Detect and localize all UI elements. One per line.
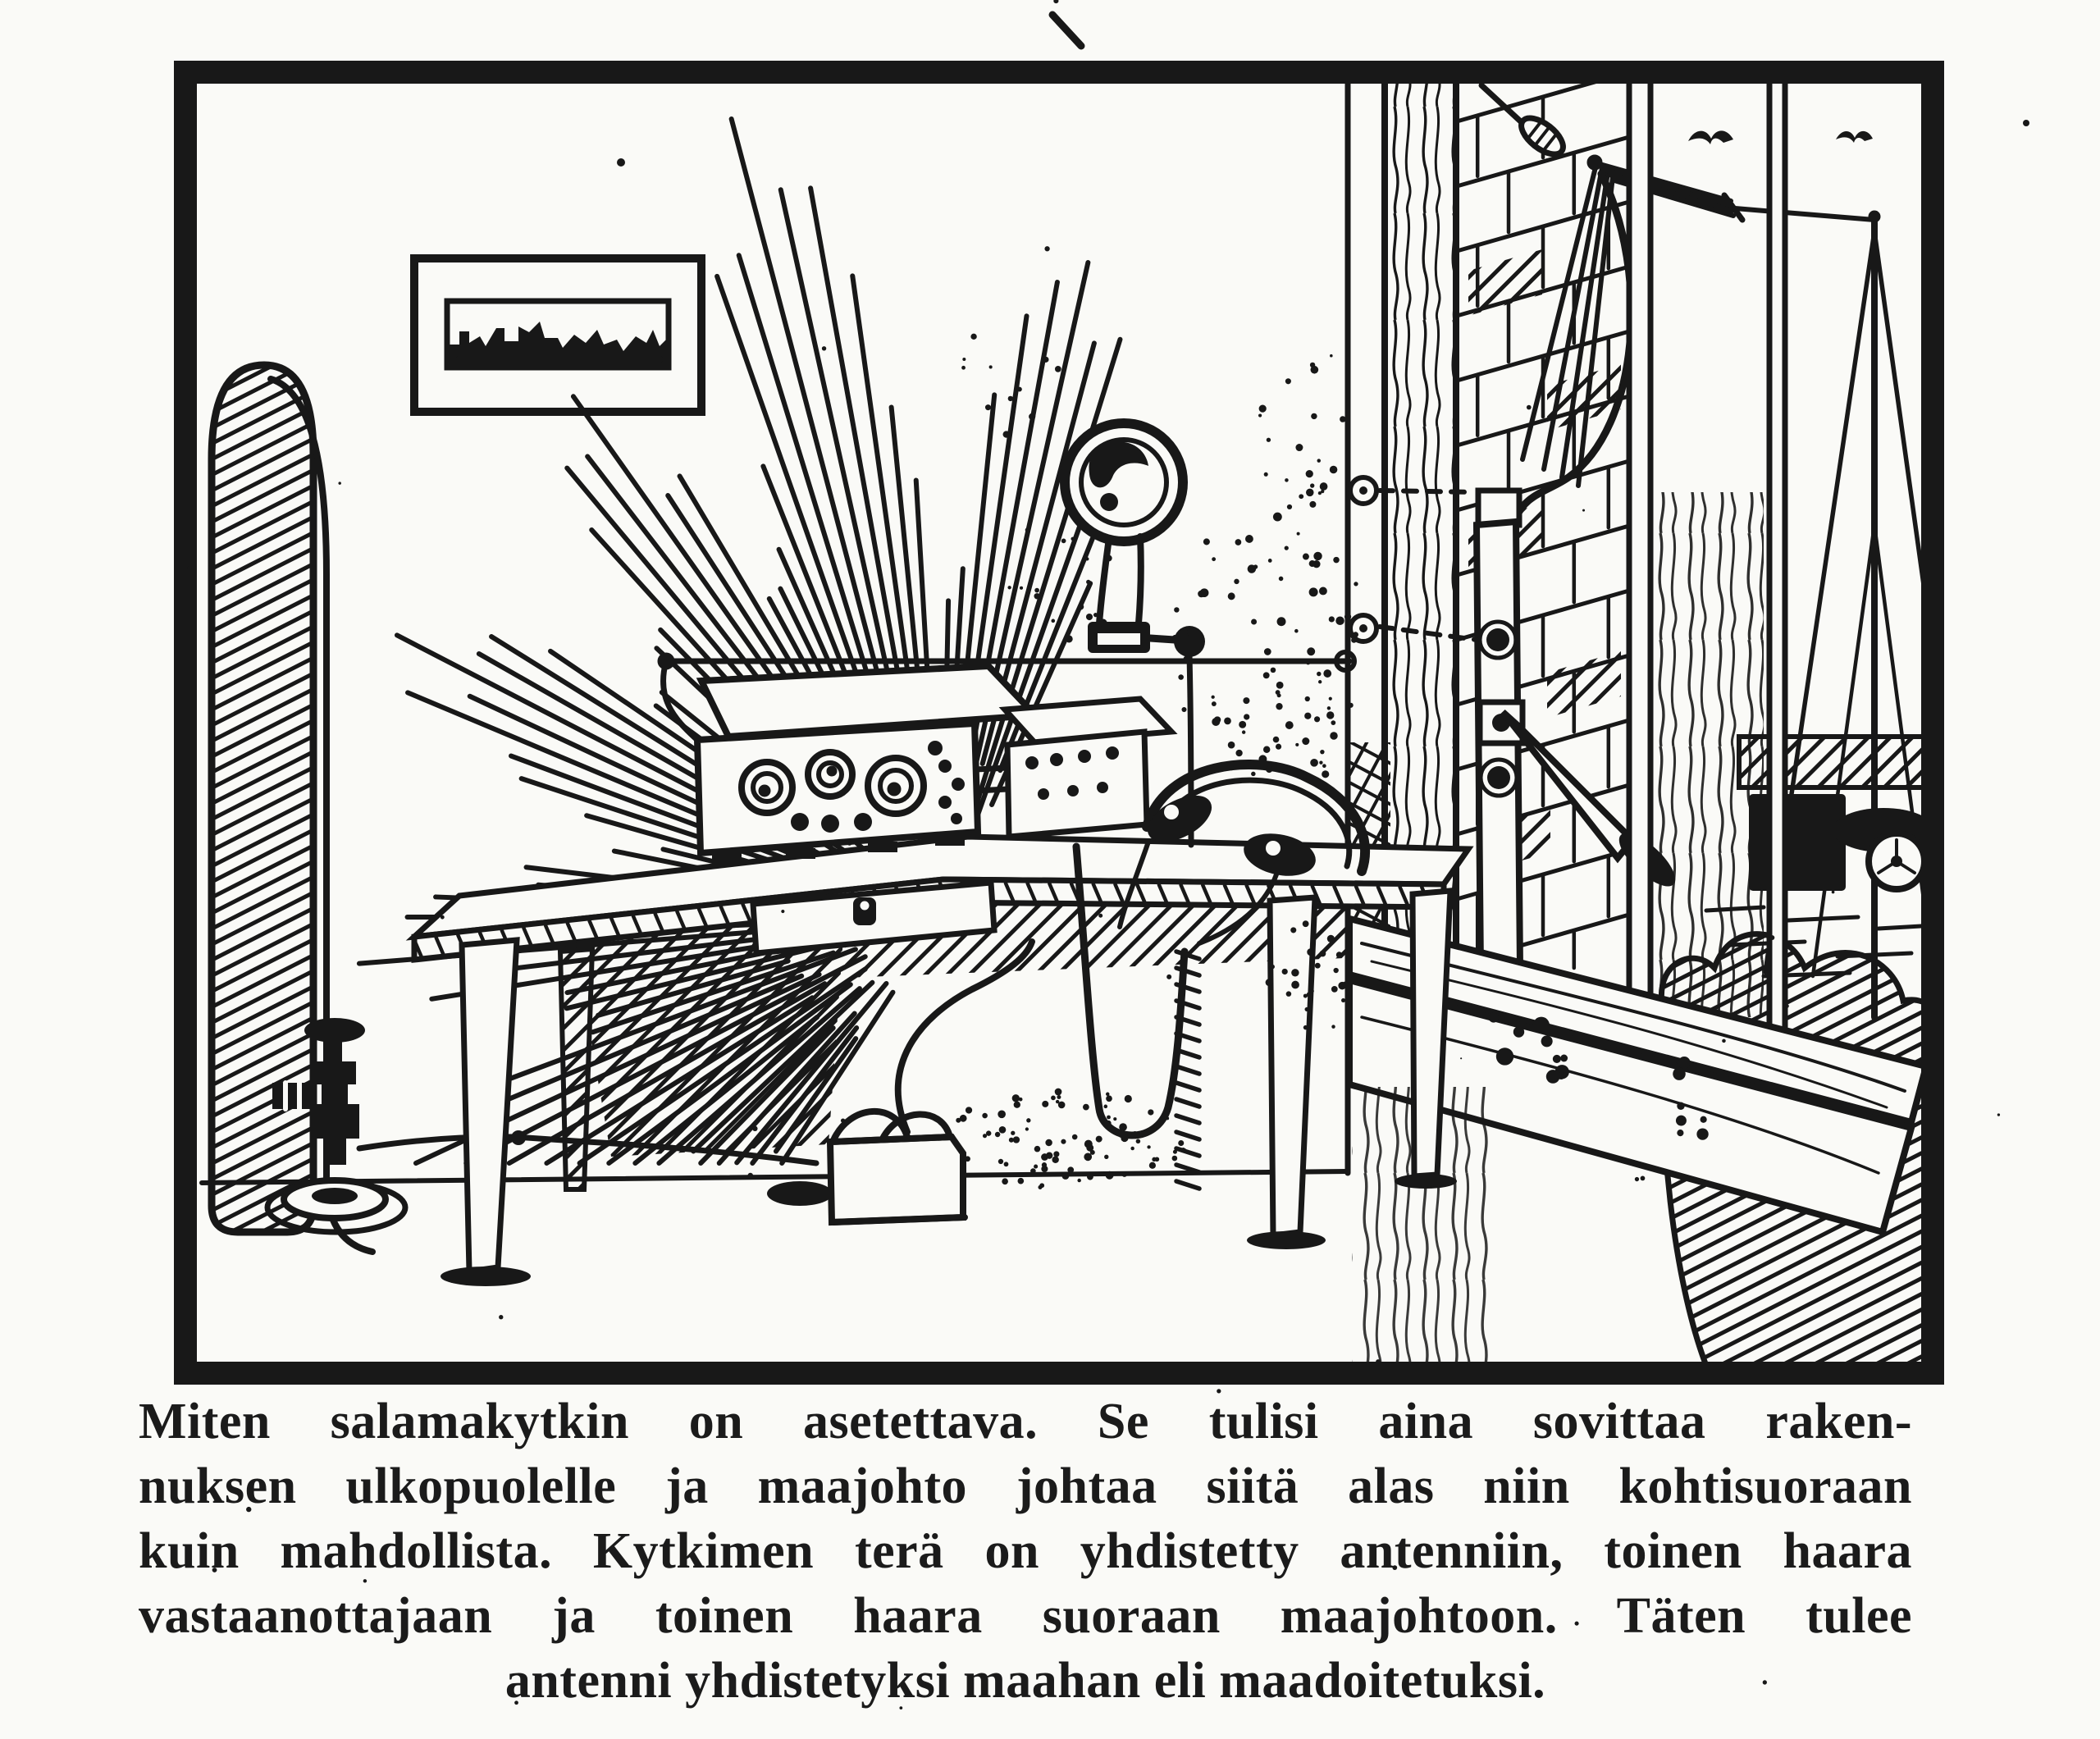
scan-marks: [617, 15, 2029, 167]
caption-line: Miten salamakytkin on asetettava. Se tulisi aina sovittaa raken-: [139, 1394, 1912, 1449]
figure-caption: [139, 1390, 1912, 1714]
wall-picture: [414, 258, 701, 412]
caption-line: vastaanottajaan ja toinen haara suoraan maajohtoon. Täten tulee: [139, 1588, 1912, 1644]
bird: [1688, 130, 1733, 144]
antenna-leadin: [1481, 85, 1874, 522]
caption-line: kuin mahdollista. Kytkimen terä on yhdistetty antenniin, toinen haara: [139, 1523, 1912, 1579]
caption-line: nuksen ulkopuolelle ja maajohto johtaa siitä alas niin kohtisuoraan: [139, 1458, 1912, 1514]
caption-line: antenni yhdistetyksi maahan eli maadoitetuksi.: [504, 1653, 1546, 1709]
bird: [1836, 131, 1873, 143]
